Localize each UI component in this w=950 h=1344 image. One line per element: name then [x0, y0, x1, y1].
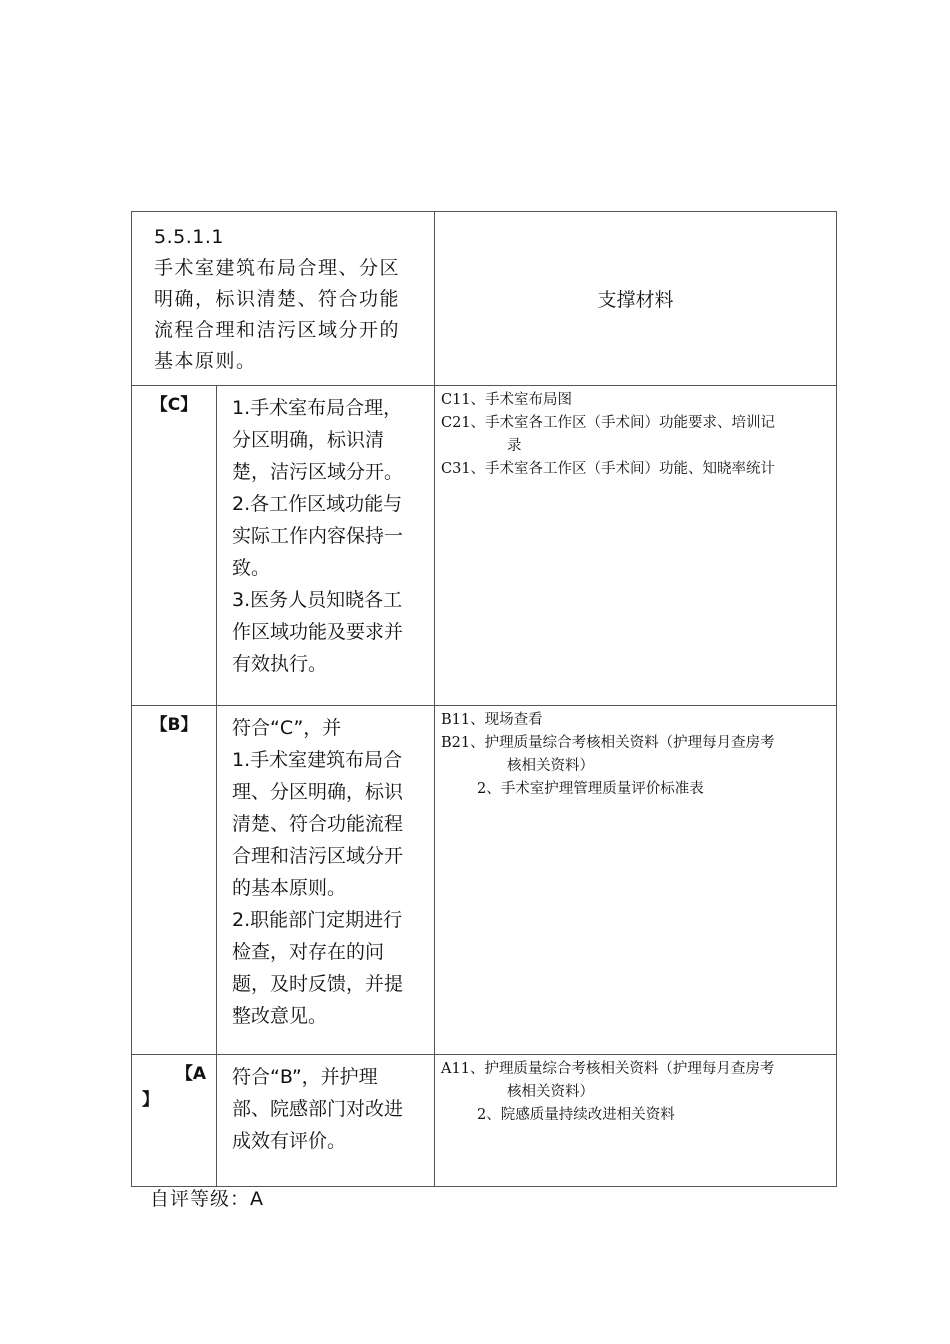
standard-line: 成效有评价。 — [232, 1130, 347, 1152]
grade-label-line: 【A — [175, 1064, 206, 1084]
material-item: C21、手术室各工作区（手术间）功能要求、培训记 — [441, 415, 776, 431]
standard-cell — [217, 386, 435, 706]
standard-line: 的基本原则。 — [232, 877, 347, 899]
standard-cell — [217, 706, 435, 1055]
standard-line: 符合“B”，并护理 — [232, 1066, 378, 1088]
standard-line: 2.职能部门定期进行 — [232, 909, 403, 931]
material-item: B21、护理质量综合考核相关资料（护理每月查房考 — [441, 735, 775, 751]
material-item: A11、护理质量综合考核相关资料（护理每月查房考 — [441, 1061, 775, 1077]
evaluation-table — [131, 211, 837, 1187]
materials-cell — [435, 1055, 837, 1187]
material-item: B11、现场查看 — [441, 712, 543, 728]
requirement-line: 明确，标识清楚、符合功能 — [154, 288, 401, 310]
material-item: C31、手术室各工作区（手术间）功能、知晓率统计 — [441, 461, 776, 477]
standard-code: 5.5.1.1 — [154, 226, 224, 248]
standard-line: 合理和洁污区域分开 — [232, 845, 404, 867]
standard-line: 1.手术室建筑布局合 — [232, 749, 403, 771]
standard-line: 楚，洁污区域分开。 — [232, 461, 404, 483]
grade-label: 【B】 — [132, 706, 217, 1055]
header-row — [132, 212, 837, 386]
requirement-line: 基本原则。 — [154, 350, 257, 372]
standard-line: 3.医务人员知晓各工 — [232, 589, 403, 611]
standard-line: 符合“C”，并 — [232, 717, 342, 739]
level-row-b — [132, 706, 837, 1055]
material-item: 2、手术室护理管理质量评价标准表 — [477, 781, 704, 797]
requirement-line: 流程合理和洁污区域分开的 — [154, 319, 401, 341]
standard-line: 分区明确，标识清 — [232, 429, 385, 451]
grade-label: 【C】 — [132, 386, 217, 706]
self-evaluation: 自评等级：A — [150, 1188, 264, 1210]
standard-line: 作区域功能及要求并 — [232, 621, 404, 643]
standard-title-cell — [132, 212, 435, 386]
requirement-line: 手术室建筑布局合理、分区 — [154, 257, 401, 279]
standard-line: 致。 — [232, 557, 271, 579]
material-item: 录 — [507, 438, 522, 454]
grade-label-line: 】 — [142, 1090, 159, 1110]
standard-line: 部、院感部门对改进 — [232, 1098, 404, 1120]
standard-line: 1.手术室布局合理， — [232, 397, 403, 419]
standard-line: 题，及时反馈，并提 — [232, 973, 404, 995]
materials-cell — [435, 386, 837, 706]
materials-cell — [435, 706, 837, 1055]
level-row-c — [132, 386, 837, 706]
material-item: 核相关资料） — [507, 758, 595, 774]
material-item: C11、手术室布局图 — [441, 392, 573, 408]
grade-label — [132, 1055, 217, 1187]
standard-line: 理、分区明确，标识 — [232, 781, 404, 803]
standard-line: 清楚、符合功能流程 — [232, 813, 404, 835]
standard-line: 实际工作内容保持一 — [232, 525, 404, 547]
standard-cell — [217, 1055, 435, 1187]
standard-line: 2.各工作区域功能与 — [232, 493, 403, 515]
standard-line: 整改意见。 — [232, 1005, 328, 1027]
material-item: 核相关资料） — [507, 1084, 595, 1100]
level-row-a — [132, 1055, 837, 1187]
standard-line: 检查，对存在的问 — [232, 941, 385, 963]
support-materials-header: 支撑材料 — [435, 212, 837, 386]
material-item: 2、院感质量持续改进相关资料 — [477, 1107, 675, 1123]
standard-line: 有效执行。 — [232, 653, 328, 675]
